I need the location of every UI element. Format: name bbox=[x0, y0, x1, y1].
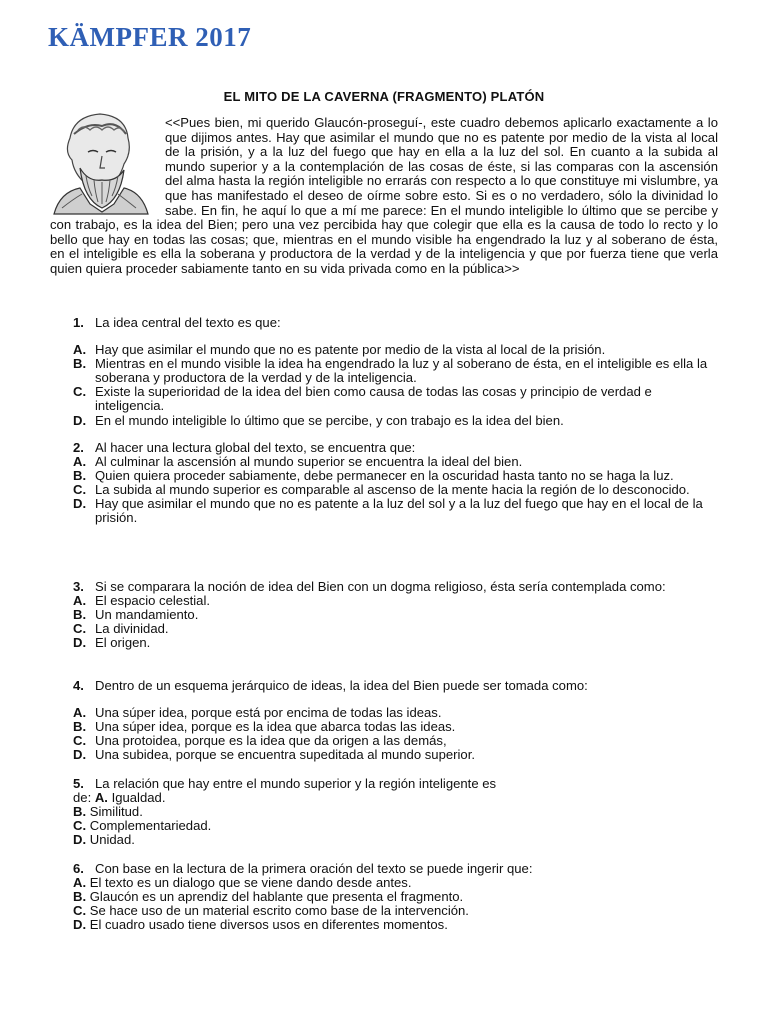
option-key: A. bbox=[73, 454, 87, 470]
option-a bbox=[73, 876, 723, 890]
question-number: 5. bbox=[73, 776, 84, 791]
question-2 bbox=[73, 441, 723, 526]
document-title: EL MITO DE LA CAVERNA (FRAGMENTO) PLATÓN bbox=[223, 89, 545, 104]
option-text: Igualdad. bbox=[111, 790, 166, 805]
option-d bbox=[73, 918, 723, 932]
question-number: 4. bbox=[73, 678, 84, 693]
option-text: Una súper idea, porque es la idea que abarca todas las ideas. bbox=[95, 719, 456, 735]
option-key: D. bbox=[73, 635, 87, 651]
question-6 bbox=[73, 862, 723, 932]
option-text: En el mundo inteligible lo último que se percibe, y con trabajo es la idea del bien. bbox=[95, 412, 564, 428]
option-key: A. bbox=[73, 705, 87, 721]
question-text: Si se comparara la noción de idea del Bien con un dogma religioso, ésta sería contemplada como: bbox=[95, 579, 666, 594]
option-text: Un mandamiento. bbox=[95, 607, 199, 623]
option-key: B. bbox=[73, 468, 87, 484]
question-5-options bbox=[73, 791, 723, 847]
option-key: B. bbox=[73, 607, 87, 623]
question-stem bbox=[73, 777, 723, 791]
option-key: B. bbox=[73, 719, 87, 735]
option-key: D. bbox=[73, 832, 87, 848]
option-key: A. bbox=[73, 342, 87, 358]
option-d bbox=[73, 833, 723, 847]
option-key: D. bbox=[73, 412, 87, 428]
option-key: A. bbox=[73, 593, 87, 609]
question-text: Con base en la lectura de la primera oración del texto se puede ingerir que: bbox=[95, 861, 533, 876]
option-a bbox=[73, 455, 723, 469]
option-text: El cuadro usado tiene diversos usos en diferentes momentos. bbox=[89, 917, 448, 933]
option-text: Hay que asimilar el mundo que no es patente a la luz del sol y a la luz del fuego que hay en el local de la prisión. bbox=[95, 496, 703, 526]
question-stem bbox=[73, 862, 723, 876]
option-text: El origen. bbox=[95, 635, 151, 651]
question-3 bbox=[73, 580, 723, 650]
option-b bbox=[73, 805, 723, 819]
question-number: 6. bbox=[73, 861, 84, 876]
option-text: Existe la superioridad de la idea del bien como causa de todas las cosas y principio de verdad e inteligencia. bbox=[95, 384, 652, 414]
option-key: C. bbox=[73, 482, 87, 498]
option-a bbox=[73, 706, 723, 720]
option-key: A. bbox=[73, 875, 87, 891]
option-text: Una subidea, porque se encuentra supeditada al mundo superior. bbox=[95, 747, 475, 763]
option-d bbox=[73, 497, 723, 525]
option-key: D. bbox=[73, 917, 87, 933]
question-text: Al hacer una lectura global del texto, se encuentra que: bbox=[95, 440, 416, 455]
option-d bbox=[73, 636, 723, 650]
option-key: C. bbox=[73, 621, 87, 637]
option-b bbox=[73, 357, 723, 385]
intro-text: <<Pues bien, mi querido Glaucón-proseguí-, este cuadro debemos aplicarlo exactamente a lo que dijimos antes. Hay que asimilar el mundo que no es patente por medio de la vista al local de la prisión, y a la luz del fuego que hay en ella a la luz del sol. En cuanto a la subida al mundo superior y a la contemplación de las cosas de éste, si las comparas con la ascensión del alma hasta la región inteligible no errarás con respecto a lo que constituye mi vislumbre, ya que has manifestado el deseo de oírme sobre esto. Si es o no verdadero, sólo la divinidad lo sabe. En fin, he aquí lo que a mí me parece: En el mundo inteligible lo último que se percibe y con trabajo, es la idea del Bien; pero una vez percibida hay que colegir que ella es la causa de todo lo recto y lo bello que hay en todas las cosas; que, mientras en el mundo visible ha engendrado la luz y al soberano de ésta, en el inteligible es ella la soberana y productora de la verdad y de la inteligencia y que por fuerza tiene que verla quien quiera proceder sabiamente tanto en su vida privada como en la pública>> bbox=[50, 115, 718, 276]
option-c bbox=[73, 734, 723, 748]
option-d bbox=[73, 748, 723, 762]
question-number: 2. bbox=[73, 440, 84, 455]
option-text: Unidad. bbox=[89, 832, 135, 848]
option-text: El texto es un dialogo que se viene dando desde antes. bbox=[89, 875, 412, 891]
option-text: Se hace uso de un material escrito como base de la intervención. bbox=[89, 903, 469, 919]
question-5 bbox=[73, 777, 723, 791]
option-key: D. bbox=[73, 496, 87, 512]
option-key: B. bbox=[73, 889, 87, 905]
option-key: C. bbox=[73, 384, 87, 400]
option-text: Hay que asimilar el mundo que no es patente por medio de la vista al local de la prisión. bbox=[95, 342, 606, 358]
question-number: 3. bbox=[73, 579, 84, 594]
question-stem bbox=[73, 441, 723, 455]
question-stem bbox=[73, 679, 723, 693]
option-key: C. bbox=[73, 818, 87, 834]
question-text: La idea central del texto es que: bbox=[95, 315, 281, 330]
option-b bbox=[73, 720, 723, 734]
option-b bbox=[73, 469, 723, 483]
option-c bbox=[73, 483, 723, 497]
option-text: Al culminar la ascensión al mundo superior se encuentra la ideal del bien. bbox=[95, 454, 523, 470]
option-text: Similitud. bbox=[89, 804, 143, 820]
option-text: La subida al mundo superior es comparable al ascenso de la mente hacia la región de lo desconocido. bbox=[95, 482, 690, 498]
option-c bbox=[73, 819, 723, 833]
option-text: Glaucón es un aprendiz del hablante que presenta el fragmento. bbox=[89, 889, 464, 905]
option-text: Quien quiera proceder sabiamente, debe permanecer en la oscuridad hasta tanto no se haga la luz. bbox=[95, 468, 674, 484]
option-b bbox=[73, 890, 723, 904]
option-a bbox=[73, 343, 723, 357]
option-c bbox=[73, 385, 723, 413]
option-d bbox=[73, 414, 723, 428]
image-float-spacer bbox=[50, 116, 165, 218]
option-a bbox=[73, 791, 723, 805]
option-key: B. bbox=[73, 356, 87, 372]
question-4 bbox=[73, 679, 723, 762]
question-stem bbox=[73, 316, 723, 330]
option-c bbox=[73, 622, 723, 636]
option-key: B. bbox=[73, 804, 87, 820]
option-key: C. bbox=[73, 903, 87, 919]
intro-paragraph bbox=[50, 116, 718, 277]
option-a bbox=[73, 594, 723, 608]
question-text: La relación que hay entre el mundo superior y la región inteligente es bbox=[95, 776, 497, 791]
option-text: Una protoidea, porque es la idea que da origen a las demás, bbox=[95, 733, 447, 749]
option-key: C. bbox=[73, 733, 87, 749]
question-1 bbox=[73, 316, 723, 428]
option-key: A. bbox=[94, 790, 108, 805]
option-text: Una súper idea, porque está por encima de todas las ideas. bbox=[95, 705, 442, 721]
option-text: Mientras en el mundo visible la idea ha engendrado la luz y al soberano de ésta, en el inteligible es ella la soberana y productora de la verdad y de la inteligencia. bbox=[95, 356, 708, 386]
question-prefix: de: bbox=[73, 790, 92, 805]
option-text: El espacio celestial. bbox=[95, 593, 210, 609]
option-text: Complementariedad. bbox=[89, 818, 212, 834]
question-text: Dentro de un esquema jerárquico de ideas, la idea del Bien puede ser tomada como: bbox=[95, 678, 588, 693]
option-b bbox=[73, 608, 723, 622]
brand-logo: KÄMPFER 2017 bbox=[48, 22, 252, 52]
option-c bbox=[73, 904, 723, 918]
option-text: La divinidad. bbox=[95, 621, 169, 637]
question-stem bbox=[73, 580, 723, 594]
option-key: D. bbox=[73, 747, 87, 763]
question-number: 1. bbox=[73, 315, 84, 330]
